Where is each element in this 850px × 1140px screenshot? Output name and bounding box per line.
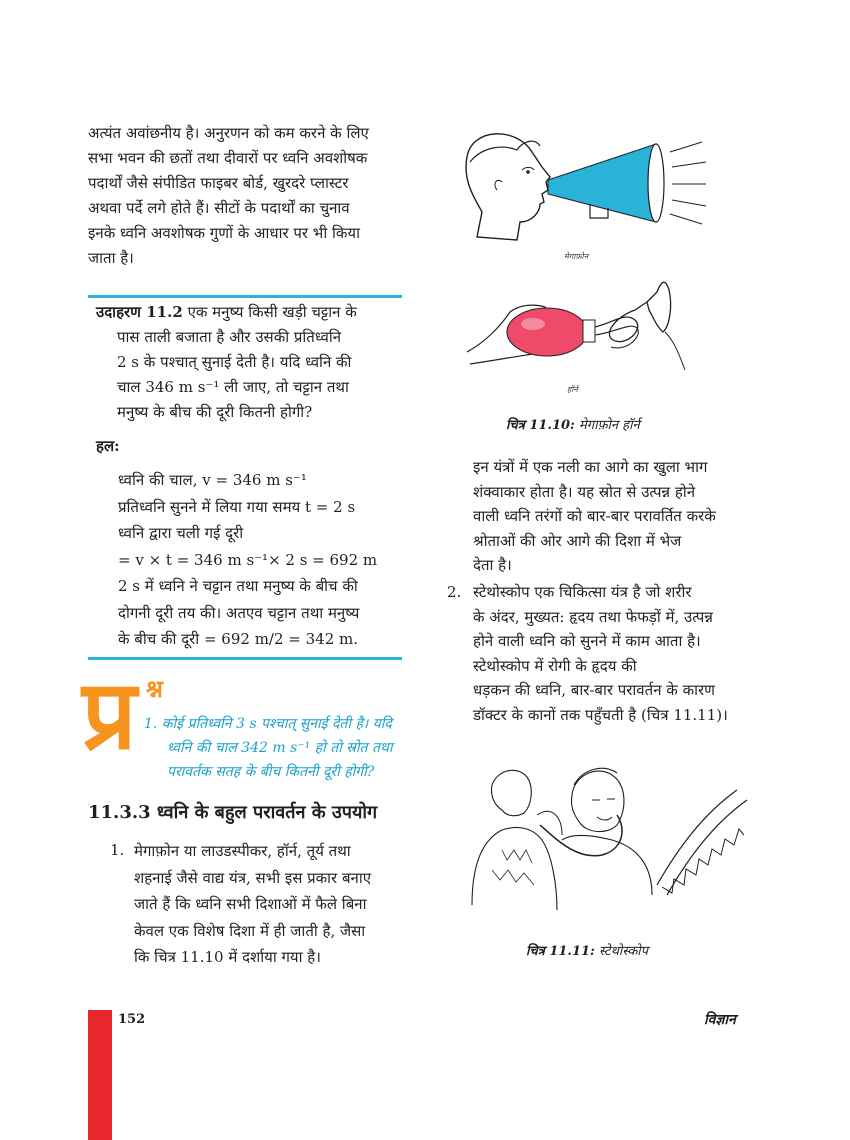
- text-line: दोगनी दूरी तय की। अतएव चट्टान तथा मनुष्य: [118, 603, 360, 622]
- text-line: शंक्वाकार होता है। यह स्रोत से उत्पन्न होने: [473, 482, 696, 501]
- text-line: देता है।: [473, 556, 512, 574]
- text-line: मेगाफ़ोन या लाउडस्पीकर, हॉर्न, तूर्य तथा: [134, 842, 351, 860]
- text-line: शहनाई जैसे वाद्य यंत्र, सभी इस प्रकार बनाए: [134, 868, 372, 887]
- example-block: [96, 300, 400, 425]
- right-paragraph-1: [473, 455, 766, 578]
- caption-label: चित्र 11.10:: [506, 418, 575, 433]
- text-line: डॉक्टर के कानों तक पहुँचती है (चित्र 11.11)।: [473, 705, 728, 724]
- text-line: धड़कन की ध्वनि, बार-बार परावर्तन के कारण: [473, 681, 715, 700]
- megaphone-illustration: [462, 122, 708, 247]
- text-line: 2 s के पश्चात् सुनाई देती है। यदि ध्वनि की: [117, 353, 352, 371]
- caption-label: चित्र 11.11:: [526, 944, 595, 959]
- text-line: = v × t = 346 m s⁻¹× 2 s = 692 m: [118, 550, 378, 569]
- list-item-2: [473, 580, 766, 728]
- text-line: 2 s में ध्वनि ने चट्टान तथा मनुष्य के बीच की: [118, 577, 358, 595]
- text-line: स्टेथोस्कोप एक चिकित्सा यंत्र है जो शरीर: [473, 583, 692, 601]
- text-line: केवल एक विशेष दिशा में ही जाती है, जैसा: [134, 921, 366, 940]
- solution-block: [118, 467, 402, 653]
- text-line: के अंदर, मुख्यत: हृदय तथा फेफड़ों में, उत्पन्न: [473, 607, 713, 626]
- text-line: ध्वनि की चाल, v = 346 m s⁻¹: [118, 471, 307, 489]
- text-line: प्रतिध्वनि सुनने में लिया गया समय t = 2 s: [118, 497, 356, 516]
- page-number: 152: [118, 1012, 146, 1027]
- text-line: चाल 346 m s⁻¹ ली जाए, तो चट्टान तथा: [117, 378, 349, 396]
- text-line: पास ताली बजाता है और उसकी प्रतिध्वनि: [117, 328, 342, 346]
- text-line: इनके ध्वनि अवशोषक गुणों के आधार पर भी किया: [88, 224, 360, 242]
- list-number-2: 2.: [447, 583, 462, 601]
- text-line: कि चित्र 11.10 में दर्शाया गया है।: [134, 948, 321, 966]
- footer-red-bar: [88, 1010, 112, 1140]
- list-number-1: 1.: [110, 841, 125, 859]
- horn-label: हॉर्न: [567, 385, 578, 394]
- text-line: सभा भवन की छतों तथा दीवारों पर ध्वनि अवशोषक: [88, 149, 368, 167]
- text-line: होने वाली ध्वनि को सुनने में काम आता है।: [473, 632, 701, 651]
- text-line: पदार्थों जैसे संपीडित फाइबर बोर्ड, खुरदरे प्लास्टर: [88, 174, 349, 192]
- text-line: 1. कोई प्रतिध्वनि 3 s पश्चात् सुनाई देती है। यदि: [144, 716, 392, 732]
- figure-11-10-caption: [506, 415, 640, 433]
- text-line: अथवा पर्दे लगे होते हैं। सीटों के पदार्थों का चुनाव: [88, 199, 350, 217]
- caption-text: स्टेथोस्कोप: [598, 944, 649, 959]
- text-line: के बीच की दूरी = 692 m/2 = 342 m.: [118, 630, 359, 648]
- megaphone-label: मेगाफ़ोन: [564, 252, 589, 261]
- text-line: जाते हैं कि ध्वनि सभी दिशाओं में फैले बिना: [134, 895, 367, 913]
- text-line: इन यंत्रों में एक नली का आगे का खुला भाग: [473, 458, 708, 476]
- subject-label: विज्ञान: [704, 1012, 736, 1028]
- caption-text: मेगाफ़ोन हॉर्न: [578, 418, 640, 433]
- example-label: उदाहरण 11.2: [96, 303, 183, 321]
- list-item-1: [134, 838, 404, 971]
- text-line: ध्वनि द्वारा चली गई दूरी: [118, 524, 244, 542]
- solution-label: हल:: [96, 437, 120, 455]
- text-line: अत्यंत अवांछनीय है। अनुरणन को कम करने के लिए: [88, 124, 369, 142]
- section-heading: 11.3.3 ध्वनि के बहुल परावर्तन के उपयोग: [88, 802, 378, 823]
- question-big-letter: प्र: [82, 659, 137, 771]
- example-top-rule: [88, 295, 402, 298]
- text-line: परावर्तक सतह के बीच कितनी दूरी होगी?: [167, 764, 375, 780]
- text-line: वाली ध्वनि तरंगों को बार-बार परावर्तित करके: [473, 507, 716, 525]
- text-line: मनुष्य के बीच की दूरी कितनी होगी?: [117, 403, 313, 421]
- left-top-paragraph: [88, 121, 404, 271]
- question-text: [144, 712, 406, 784]
- text-line: स्टेथोस्कोप में रोगी के हृदय की: [473, 656, 637, 675]
- question-suffix: श्न: [146, 675, 163, 703]
- text-line: ध्वनि की चाल 342 m s⁻¹ हो तो स्रोत तथा: [167, 740, 393, 756]
- text-line: श्रोताओं की ओर आगे की दिशा में भेज: [473, 531, 682, 550]
- text-line: एक मनुष्य किसी खड़ी चट्टान के: [187, 303, 357, 321]
- figure-11-11-caption: [526, 941, 648, 959]
- stethoscope-illustration: [462, 755, 752, 920]
- horn-illustration: [465, 272, 690, 372]
- text-line: जाता है।: [88, 249, 134, 267]
